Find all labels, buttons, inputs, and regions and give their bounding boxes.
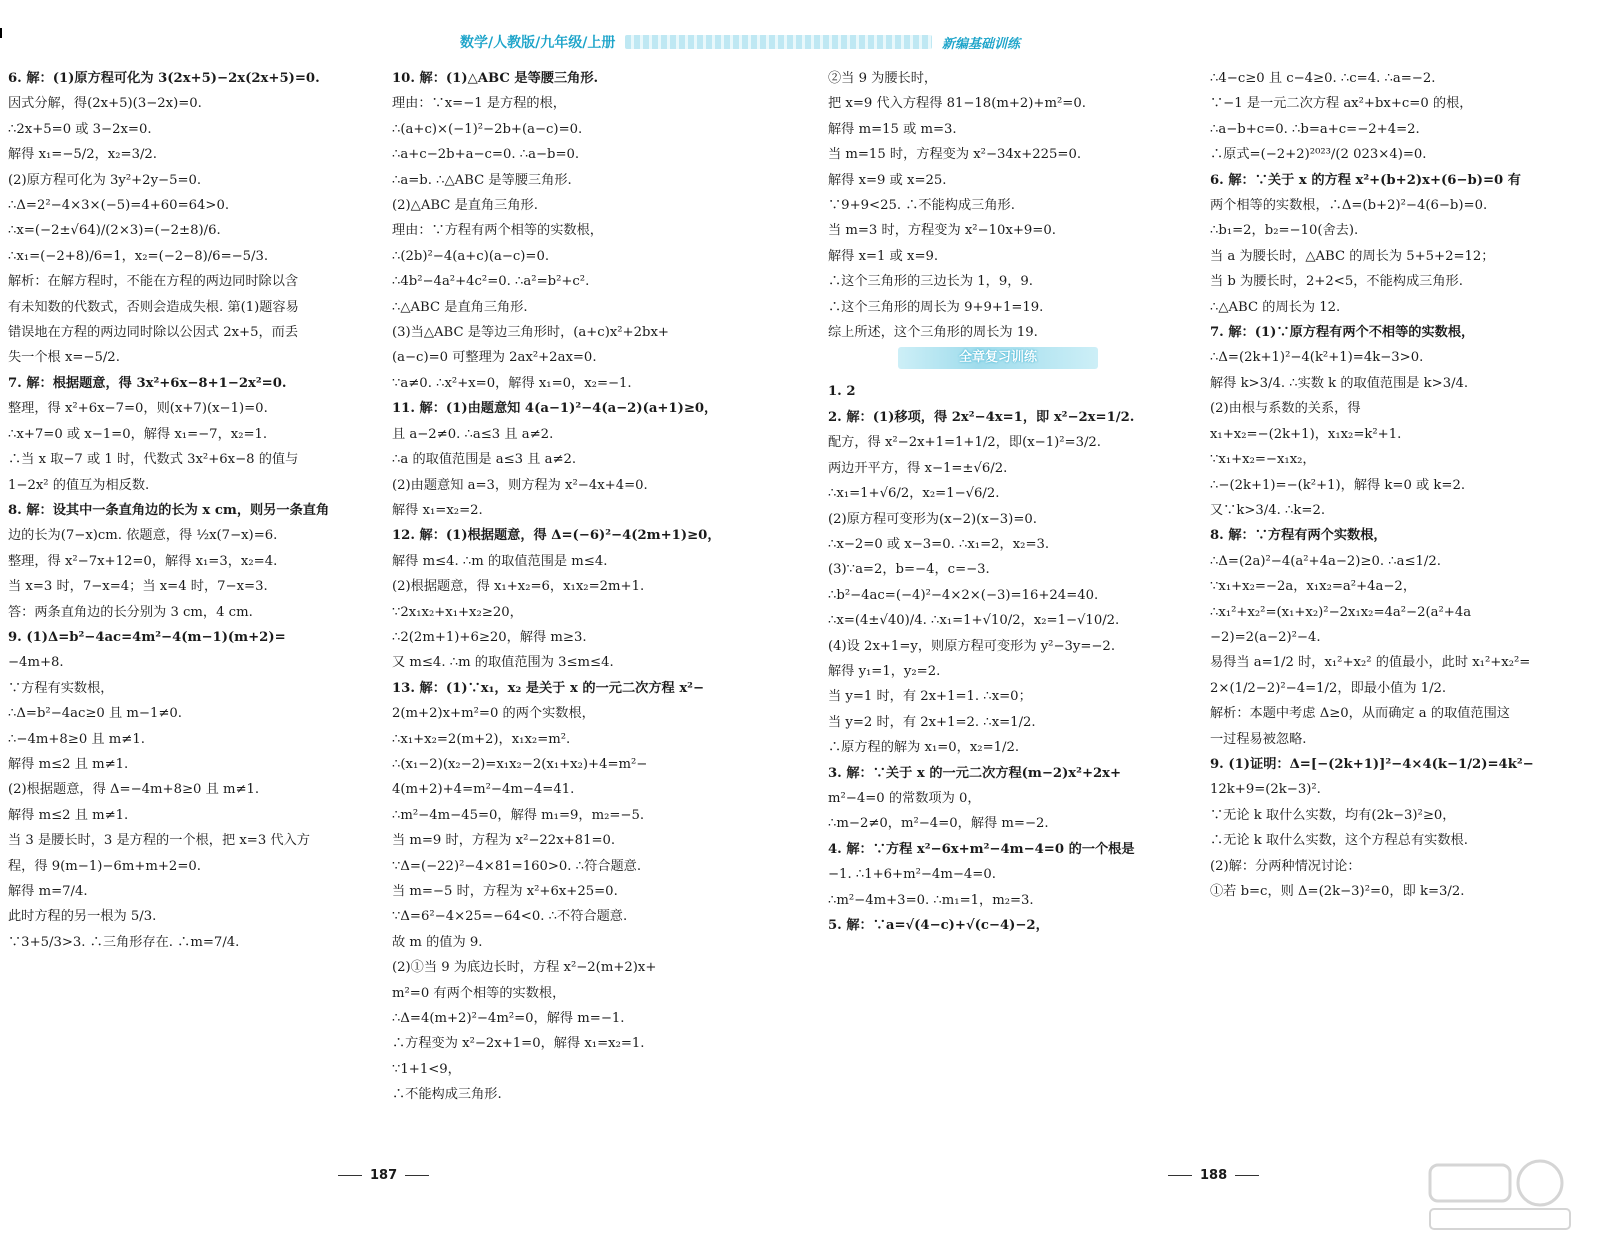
answer-line: ∵x₁+x₂=−x₁x₂， xyxy=(1210,452,1316,468)
answer-line: ∴方程变为 x²−2x+1=0，解得 x₁=x₂=1. xyxy=(392,1036,645,1052)
page-number-right-text: 188 xyxy=(1200,1168,1228,1183)
header-decor-band xyxy=(625,35,932,49)
answer-line: 当 3 是腰长时，3 是方程的一个根，把 x=3 代入方 xyxy=(8,833,310,849)
answer-line: 2(m+2)x+m²=0 的两个实数根， xyxy=(392,706,595,722)
answer-line: 综上所述，这个三角形的周长为 19. xyxy=(828,325,1038,341)
answer-line: 4(m+2)+4=m²−4m−4=41. xyxy=(392,782,575,798)
answer-line: ∴x=(−2±√64)/(2×3)=(−2±8)/6. xyxy=(8,223,221,239)
answer-line: 当 x=3 时，7−x=4；当 x=4 时，7−x=3. xyxy=(8,579,268,595)
answer-line: ∴Δ=(2k+1)²−4(k²+1)=4k−3>0. xyxy=(1210,350,1424,366)
answer-line: −1. ∴1+6+m²−4m−4=0. xyxy=(828,867,996,883)
answer-line: ∴2(2m+1)+6≥20，解得 m≥3. xyxy=(392,629,587,645)
answer-line: ∴△ABC 的周长为 12. xyxy=(1210,299,1341,315)
answer-line: 当 m=3 时，方程变为 x²−10x+9=0. xyxy=(828,223,1056,239)
answer-line: 12. 解：(1)根据题意，得 Δ=(−6)²−4(2m+1)≥0， xyxy=(392,528,721,544)
answer-line: ∵Δ=(−22)²−4×81=160>0. ∴符合题意. xyxy=(392,858,642,874)
answer-line: 5. 解：∵a=√(4−c)+√(c−4)−2， xyxy=(828,918,1049,933)
answer-line: ∴b²−4ac=(−4)²−4×2×(−3)=16+24=40. xyxy=(828,587,1099,603)
answer-line: ∴(a+c)×(−1)²−2b+(a−c)=0. xyxy=(392,121,583,137)
crop-mark xyxy=(0,28,2,38)
answer-line: 当 m=−5 时，方程为 x²+6x+25=0. xyxy=(392,884,618,899)
column-3 xyxy=(828,66,1200,938)
page-header xyxy=(460,30,1020,54)
answer-line: (a−c)=0 可整理为 2ax²+2ax=0. xyxy=(392,350,597,366)
answer-line: 3. 解：∵关于 x 的一元二次方程(m−2)x²+2x+ xyxy=(828,765,1122,781)
answer-line: 两边开平方，得 x−1=±√6/2. xyxy=(828,460,1008,476)
answer-line: 程，得 9(m−1)−6m+m+2=0. xyxy=(8,858,201,874)
answer-line: 解得 x₁=−5/2，x₂=3/2. xyxy=(8,147,157,163)
answer-line: ∴a 的取值范围是 a≤3 且 a≠2. xyxy=(392,452,577,468)
answer-line: 有未知数的代数式，否则会造成失根. 第(1)题容易 xyxy=(8,299,299,315)
answer-line: ∴a=b. ∴△ABC 是等腰三角形. xyxy=(392,172,572,188)
answer-line: ∴当 x 取−7 或 1 时，代数式 3x²+6x−8 的值与 xyxy=(8,452,299,468)
answer-line: 当 a 为腰长时，△ABC 的周长为 5+5+2=12； xyxy=(1210,248,1495,264)
answer-line: m²−4=0 的常数项为 0， xyxy=(828,790,981,806)
answer-line: ∵方程有实数根， xyxy=(8,680,114,696)
answer-line: ∴x₁=1+√6/2，x₂=1−√6/2. xyxy=(828,486,1000,502)
answer-line: 故 m 的值为 9. xyxy=(392,934,483,950)
answer-line: 整理，得 x²+6x−7=0，则(x+7)(x−1)=0. xyxy=(8,401,268,417)
answer-line: 答：两条直角边的长分别为 3 cm，4 cm. xyxy=(8,604,253,620)
answer-line: 失一个根 x=−5/2. xyxy=(8,350,120,366)
answer-line: −2)=2(a−2)²−4. xyxy=(1210,629,1321,645)
answer-line: 10. 解：(1)△ABC 是等腰三角形. xyxy=(392,71,599,86)
answer-line: 4. 解：∵方程 x²−6x+m²−4m−4=0 的一个根是 xyxy=(828,841,1135,857)
answer-line: ∴a+c−2b+a−c=0. ∴a−b=0. xyxy=(392,147,580,163)
answer-line: ∴b₁=2，b₂=−10(舍去). xyxy=(1210,223,1359,239)
answer-line: 当 y=2 时，有 2x+1=2. ∴x=1/2. xyxy=(828,714,1036,730)
answer-line: 解得 m≤2 且 m≠1. xyxy=(8,807,129,823)
answer-line: ∴Δ=(2a)²−4(a²+4a−2)≥0. ∴a≤1/2. xyxy=(1210,553,1441,569)
page-number-right xyxy=(1160,1168,1267,1183)
answer-line: ∴这个三角形的周长为 9+9+1=19. xyxy=(828,299,1044,315)
book-series-title: 数学/人教版/九年级/上册 xyxy=(460,35,616,51)
page-number-left xyxy=(330,1168,437,1183)
answer-line: 又∵k>3/4. ∴k=2. xyxy=(1210,502,1326,518)
answer-line: 当 b 为腰长时，2+2<5，不能构成三角形. xyxy=(1210,274,1463,290)
answer-line: ②当 9 为腰长时， xyxy=(828,71,938,86)
answer-line: 解析：本题中考虑 Δ≥0，从而确定 a 的取值范围这 xyxy=(1210,706,1510,722)
answer-line: ∴(x₁−2)(x₂−2)=x₁x₂−2(x₁+x₂)+4=m²− xyxy=(392,756,648,772)
answer-line: ∴x=(4±√40)/4. ∴x₁=1+√10/2，x₂=1−√10/2. xyxy=(828,613,1120,629)
section-banner: 全章复习训练 xyxy=(898,347,1098,369)
answer-line: ∴(2b)²−4(a+c)(a−c)=0. xyxy=(392,248,550,264)
answer-line: ∵a≠0. ∴x²+x=0，解得 x₁=0，x₂=−1. xyxy=(392,375,632,391)
answer-line: 易得当 a=1/2 时，x₁²+x₂² 的值最小，此时 x₁²+x₂²= xyxy=(1210,655,1531,671)
answer-line: ∴−(2k+1)=−(k²+1)，解得 k=0 或 k=2. xyxy=(1210,477,1466,493)
answer-line: 解得 x₁=x₂=2. xyxy=(392,502,483,518)
answer-line: ∴原式=(−2+2)²⁰²³/(2 023×4)=0. xyxy=(1210,147,1427,163)
answer-line: ∴m−2≠0，m²−4=0，解得 m=−2. xyxy=(828,816,1049,832)
answer-line: 1−2x² 的值互为相反数. xyxy=(8,477,150,493)
answer-line: 7. 解：根据题意，得 3x²+6x−8+1−2x²=0. xyxy=(8,375,287,391)
answer-line: 解得 x=1 或 x=9. xyxy=(828,248,939,264)
answer-line: ∴m²−4m+3=0. ∴m₁=1，m₂=3. xyxy=(828,892,1034,908)
answer-line: 当 m=9 时，方程为 x²−22x+81=0. xyxy=(392,833,616,849)
answer-line: (2)原方程可化为 3y²+2y−5=0. xyxy=(8,172,202,188)
answer-line: 6. 解：∵关于 x 的方程 x²+(b+2)x+(6−b)=0 有 xyxy=(1210,172,1521,188)
answer-line: 两个相等的实数根，∴Δ=(b+2)²−4(6−b)=0. xyxy=(1210,198,1488,214)
answer-line: ∵−1 是一元二次方程 ax²+bx+c=0 的根， xyxy=(1210,96,1473,112)
answer-line: 理由：∵x=−1 是方程的根， xyxy=(392,96,566,112)
answer-line: 7. 解：(1)∵原方程有两个不相等的实数根， xyxy=(1210,325,1475,341)
answer-line: (2)由题意知 a=3，则方程为 x²−4x+4=0. xyxy=(392,477,648,493)
answer-line: ∴这个三角形的三边长为 1，9，9. xyxy=(828,274,1033,290)
answer-line: 解析：在解方程时，不能在方程的两边同时除以含 xyxy=(8,274,299,290)
answer-line: 2. 解：(1)移项，得 2x²−4x=1，即 x²−2x=1/2. xyxy=(828,409,1135,425)
answer-line: ∴Δ=2²−4×3×(−5)=4+60=64>0. xyxy=(8,198,230,214)
answer-line: (4)设 2x+1=y，则原方程可变形为 y²−3y=−2. xyxy=(828,638,1116,654)
answer-line: 理由：∵方程有两个相等的实数根， xyxy=(392,223,603,239)
answer-line: ∴−4m+8≥0 且 m≠1. xyxy=(8,731,145,747)
answer-line: 解得 y₁=1，y₂=2. xyxy=(828,663,941,679)
answer-line: (2)由根与系数的关系，得 xyxy=(1210,401,1361,417)
book-brand-title: 新编基础训练 xyxy=(941,36,1020,52)
answer-line: 一过程易被忽略. xyxy=(1210,731,1307,747)
answer-line: (2)原方程可变形为(x−2)(x−3)=0. xyxy=(828,511,1037,527)
answer-line: ∴△ABC 是直角三角形. xyxy=(392,299,528,315)
answer-line: 当 y=1 时，有 2x+1=1. ∴x=0； xyxy=(828,689,1032,705)
answer-line: ∴4b²−4a²+4c²=0. ∴a²=b²+c². xyxy=(392,274,590,290)
answer-line: ∵9+9<25. ∴不能构成三角形. xyxy=(828,198,1015,214)
answer-line: 此时方程的另一根为 5/3. xyxy=(8,909,157,925)
answer-line: (3)当△ABC 是等边三角形时，(a+c)x²+2bx+ xyxy=(392,325,669,341)
answer-line: (2)△ABC 是直角三角形. xyxy=(392,198,538,214)
answer-line: 11. 解：(1)由题意知 4(a−1)²−4(a−2)(a+1)≥0， xyxy=(392,401,718,417)
answer-line: 2×(1/2−2)²−4=1/2，即最小值为 1/2. xyxy=(1210,680,1447,696)
answer-line: ∵1+1<9， xyxy=(392,1061,461,1077)
answer-line: (2)①当 9 为底边长时，方程 x²−2(m+2)x+ xyxy=(392,960,657,976)
answer-line: 8. 解：设其中一条直角边的长为 x cm，则另一条直角 xyxy=(8,502,330,518)
answer-line: ∴a−b+c=0. ∴b=a+c=−2+4=2. xyxy=(1210,121,1420,137)
answer-line: x₁+x₂=−(2k+1)，x₁x₂=k²+1. xyxy=(1210,426,1402,442)
answer-line: 解得 m=15 或 m=3. xyxy=(828,121,957,137)
answer-line: 配方，得 x²−2x+1=1+1/2，即(x−1)²=3/2. xyxy=(828,435,1101,451)
answer-line: 错误地在方程的两边同时除以公因式 2x+5，而丢 xyxy=(8,325,299,341)
answer-line: ∵x₁+x₂=−2a，x₁x₂=a²+4a−2， xyxy=(1210,579,1417,595)
answer-line: ∴无论 k 取什么实数，这个方程总有实数根. xyxy=(1210,833,1468,849)
answer-line: 9. (1)证明：Δ=[−(2k+1)]²−4×4(k−1/2)=4k²− xyxy=(1210,756,1534,772)
answer-line: ∵Δ=6²−4×25=−64<0. ∴不符合题意. xyxy=(392,909,628,925)
column-1 xyxy=(8,66,380,955)
answer-line: −4m+8. xyxy=(8,655,64,671)
answer-line: 8. 解：∵方程有两个实数根， xyxy=(1210,528,1387,544)
answer-line: ∴原方程的解为 x₁=0，x₂=1/2. xyxy=(828,740,1020,756)
answer-line: ∵2x₁x₂+x₁+x₂≥20， xyxy=(392,604,523,620)
answer-line: ∴x₁+x₂=2(m+2)，x₁x₂=m². xyxy=(392,731,571,747)
answer-line: ∴2x+5=0 或 3−2x=0. xyxy=(8,121,152,137)
answer-line: ∴x+7=0 或 x−1=0，解得 x₁=−7，x₂=1. xyxy=(8,426,268,442)
answer-line: ∴Δ=b²−4ac≥0 且 m−1≠0. xyxy=(8,706,182,722)
answer-line: 且 a−2≠0. ∴a≤3 且 a≠2. xyxy=(392,426,554,442)
answer-line: ∴x−2=0 或 x−3=0. ∴x₁=2，x₂=3. xyxy=(828,536,1050,552)
answer-line: 解得 x=9 或 x=25. xyxy=(828,172,947,188)
answer-line: 把 x=9 代入方程得 81−18(m+2)+m²=0. xyxy=(828,96,1086,112)
answer-line: ∴不能构成三角形. xyxy=(392,1087,502,1103)
answer-line: ∵3+5/3>3. ∴三角形存在. ∴m=7/4. xyxy=(8,934,240,950)
answer-line: (2)根据题意，得 Δ=−4m+8≥0 且 m≠1. xyxy=(8,782,260,798)
answer-line: 解得 k>3/4. ∴实数 k 的取值范围是 k>3/4. xyxy=(1210,375,1469,391)
answer-line: 解得 m≤2 且 m≠1. xyxy=(8,756,129,772)
answer-line: ∴4−c≥0 且 c−4≥0. ∴c=4. ∴a=−2. xyxy=(1210,71,1436,86)
answer-line: 1. 2 xyxy=(828,384,856,400)
answer-line: 因式分解，得(2x+5)(3−2x)=0. xyxy=(8,96,202,112)
answer-line: 边的长为(7−x)cm. 依题意，得 ½x(7−x)=6. xyxy=(8,528,278,544)
answer-line: 解得 m≤4. ∴m 的取值范围是 m≤4. xyxy=(392,553,608,569)
answer-line: (2)解：分两种情况讨论： xyxy=(1210,858,1361,874)
answer-line: ∴Δ=4(m+2)²−4m²=0，解得 m=−1. xyxy=(392,1011,625,1027)
answer-line: ∴m²−4m−45=0，解得 m₁=9，m₂=−5. xyxy=(392,807,645,823)
answer-line: 12k+9=(2k−3)². xyxy=(1210,782,1321,798)
answer-line: (2)根据题意，得 x₁+x₂=6，x₁x₂=2m+1. xyxy=(392,579,645,595)
column-2 xyxy=(392,66,764,1108)
answer-line: 9. (1)Δ=b²−4ac=4m²−4(m−1)(m+2)= xyxy=(8,629,286,645)
answer-line: 整理，得 x²−7x+12=0，解得 x₁=3，x₂=4. xyxy=(8,553,278,569)
answer-line: 13. 解：(1)∵x₁，x₂ 是关于 x 的一元二次方程 x²− xyxy=(392,680,705,696)
answer-line: 解得 m=7/4. xyxy=(8,884,88,899)
answer-line: ①若 b=c，则 Δ=(2k−3)²=0，即 k=3/2. xyxy=(1210,884,1465,899)
answer-line: m²=0 有两个相等的实数根， xyxy=(392,985,566,1001)
answer-line: ∴x₁²+x₂²=(x₁+x₂)²−2x₁x₂=4a²−2(a²+4a xyxy=(1210,604,1472,620)
answer-line: (3)∵a=2，b=−4，c=−3. xyxy=(828,562,990,578)
answer-line: 又 m≤4. ∴m 的取值范围为 3≤m≤4. xyxy=(392,655,614,671)
answer-line: ∴x₁=(−2+8)/6=1，x₂=(−2−8)/6=−5/3. xyxy=(8,248,269,264)
watermark-logo xyxy=(1420,1155,1580,1235)
answer-line: ∵无论 k 取什么实数，均有(2k−3)²≥0， xyxy=(1210,807,1456,823)
page-number-left-text: 187 xyxy=(370,1168,398,1183)
column-4 xyxy=(1210,66,1582,904)
answer-line: 6. 解：(1)原方程可化为 3(2x+5)−2x(2x+5)=0. xyxy=(8,71,320,86)
answer-line: 当 m=15 时，方程变为 x²−34x+225=0. xyxy=(828,147,1082,163)
